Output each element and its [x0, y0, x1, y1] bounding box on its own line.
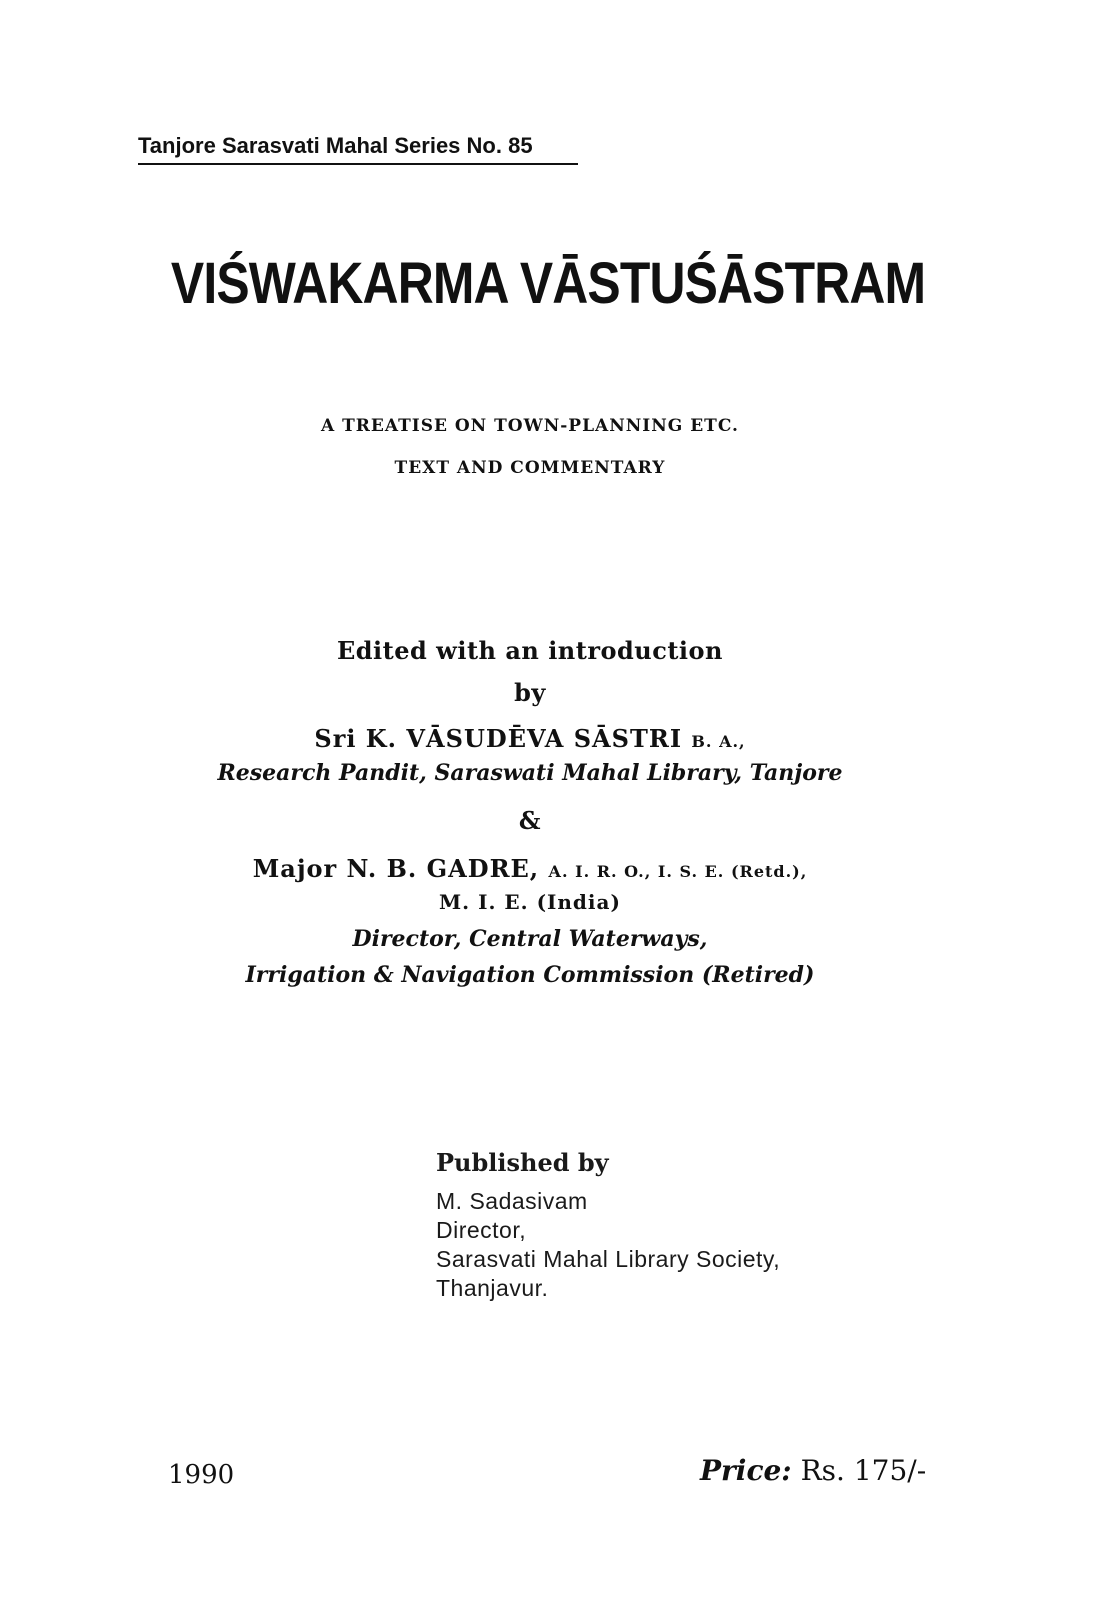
publication-year: 1990: [168, 1460, 235, 1490]
editor-2-degrees-2: M. I. E. (India): [439, 890, 621, 914]
publisher-city: Thanjavur.: [436, 1275, 549, 1301]
price-value: Rs. 175/-: [800, 1454, 927, 1487]
subtitle-text-commentary: TEXT AND COMMENTARY: [394, 458, 666, 478]
editor-1-degree: B. A.,: [691, 732, 746, 751]
price: [700, 1454, 926, 1487]
editor-2-name: Major N. B. GADRE,: [252, 854, 540, 883]
published-by-label: Published by: [436, 1148, 609, 1177]
editor-2-degrees: A. I. R. O., I. S. E. (Retd.),: [548, 862, 808, 881]
editor-1-name: Sri K. VĀSUDĒVA SĀSTRI: [314, 724, 683, 753]
book-title: VIŚWAKARMA VĀSTUŚĀSTRAM: [170, 251, 926, 316]
publisher-title: Director,: [436, 1217, 527, 1243]
publisher-block: [436, 1148, 780, 1303]
editor-2-role-2: Irrigation & Navigation Commission (Retired): [245, 962, 815, 988]
price-label: Price:: [700, 1454, 792, 1487]
subtitle-treatise: A TREATISE ON TOWN-PLANNING ETC.: [321, 416, 739, 436]
editor-2-role-1: Director, Central Waterways,: [352, 926, 708, 952]
editor-1-role: Research Pandit, Saraswati Mahal Library, Tanjore: [217, 760, 843, 786]
edited-line: Edited with an introduction: [336, 636, 723, 665]
publisher-name: M. Sadasivam: [436, 1188, 588, 1214]
series-title: Tanjore Sarasvati Mahal Series No. 85: [138, 133, 578, 165]
publisher-organization: Sarasvati Mahal Library Society,: [436, 1246, 781, 1272]
editor-1-line: [0, 724, 1060, 753]
ampersand: &: [518, 806, 542, 835]
editor-2-line: [0, 854, 1060, 883]
by-line: by: [514, 678, 546, 707]
